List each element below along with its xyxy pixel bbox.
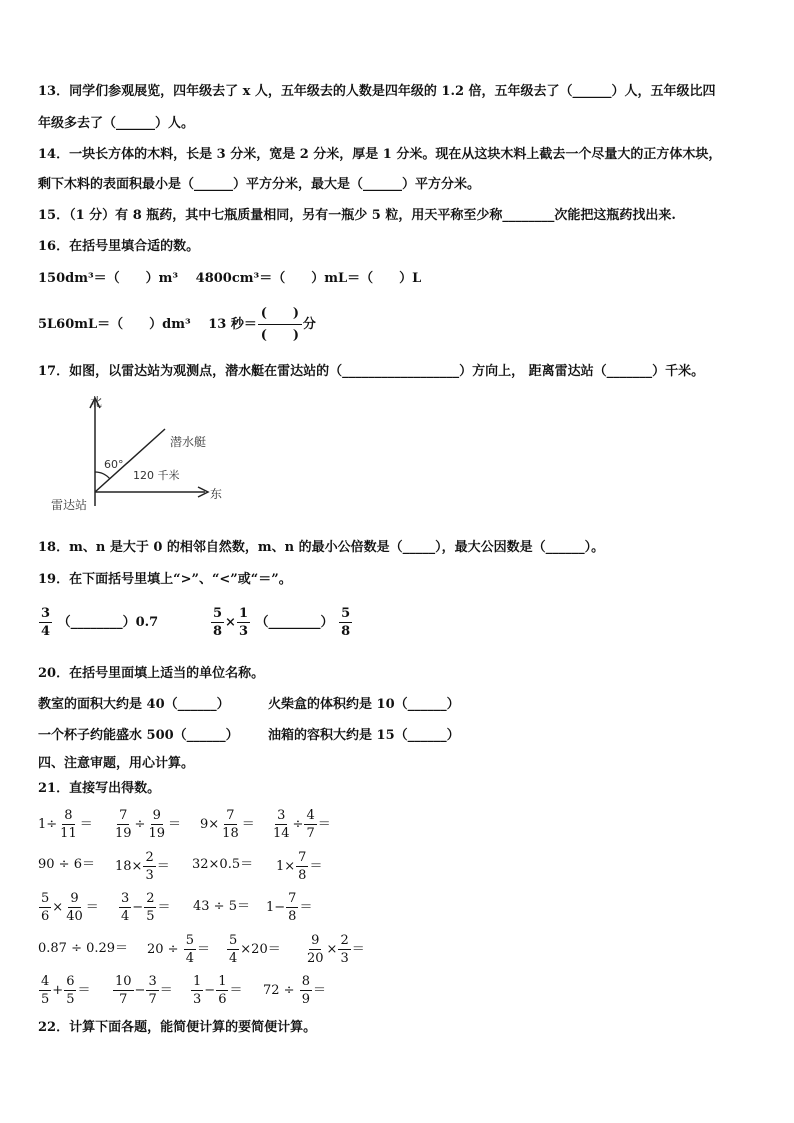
fraction-numerator: 5 <box>41 891 50 906</box>
fraction-numerator: 7 <box>288 891 297 906</box>
q22-title: 22．计算下面各题，能简便计算的要简便计算。 <box>38 1020 317 1035</box>
fraction <box>64 891 85 924</box>
q21-r2-e1: 90 ÷ 6＝ <box>38 857 95 872</box>
fraction-denominator: 5 <box>146 909 155 924</box>
fraction-numerator: 7 <box>119 808 128 823</box>
fraction-denominator: 7 <box>119 992 128 1007</box>
fraction <box>304 808 316 841</box>
fraction-numerator: 5 <box>213 606 223 621</box>
fraction-numerator: 3 <box>121 891 130 906</box>
equals-sign: ＝ <box>168 817 182 832</box>
equals-sign: ＝ <box>79 817 93 832</box>
times-sign: × <box>225 615 236 630</box>
q16-row2-unit: 分 <box>302 317 316 332</box>
operator: − <box>132 900 144 915</box>
q21-r3-e4 <box>266 891 312 924</box>
fraction-numerator: 9 <box>70 891 79 906</box>
fraction-numerator: 2 <box>340 933 349 948</box>
q20-title: 20．在括号里面填上适当的单位名称。 <box>38 666 265 681</box>
fraction-numerator: 3 <box>41 606 51 621</box>
fraction <box>237 606 250 639</box>
equals-sign: ＝ <box>312 983 326 998</box>
equals-sign: ＝ <box>317 817 331 832</box>
fraction-numerator: 4 <box>41 974 50 989</box>
submarine-label: 潜水艇 <box>170 435 207 449</box>
q19-compare-b <box>210 606 353 639</box>
fraction <box>146 808 167 841</box>
operator: + <box>52 983 64 998</box>
equals-sign: ＝ <box>156 859 170 874</box>
fraction-numerator: 3 <box>277 808 286 823</box>
north-label: 北 <box>90 395 103 409</box>
fraction-numerator: 1 <box>218 974 227 989</box>
fraction-denominator: 18 <box>222 826 239 841</box>
fraction-denominator: 3 <box>340 951 349 966</box>
fraction-denominator: 19 <box>148 826 165 841</box>
fraction-denominator: 3 <box>145 868 154 883</box>
expr-text: 1− <box>266 900 286 915</box>
radar-station-label: 雷达站 <box>51 498 88 512</box>
fraction-denominator: 4 <box>185 951 194 966</box>
q15-line1: 15．（1 分）有 8 瓶药，其中七瓶质量相同，另有一瓶少 5 粒，用天平称至少称________次能把这瓶药找出来. <box>38 208 676 223</box>
fraction-denominator: 8 <box>288 909 297 924</box>
equals-sign: ＝ <box>77 983 91 998</box>
equals-sign: ＝ <box>351 942 365 957</box>
fraction-denominator: 4 <box>41 624 51 639</box>
q21-r1-e4 <box>270 808 331 841</box>
fraction <box>39 891 51 924</box>
equals-sign: ＝ <box>196 942 210 957</box>
fraction-denominator: 6 <box>218 992 227 1007</box>
fraction-numerator: 1 <box>193 974 202 989</box>
q21-r3-e2 <box>118 891 170 924</box>
q17-direction-diagram <box>40 388 240 527</box>
fraction <box>338 933 350 966</box>
q21-r5-e4 <box>263 974 326 1007</box>
fraction <box>305 933 326 966</box>
q21-r2-e3: 32×0.5＝ <box>192 857 254 872</box>
q20-item-a: 教室的面积大约是 40（______） <box>38 697 230 712</box>
q21-r3-e1 <box>38 891 99 924</box>
expr-text: 72 ÷ <box>263 983 299 998</box>
q21-r5-e3 <box>190 974 242 1007</box>
fraction-denominator: 40 <box>66 909 83 924</box>
q16-row2-text: 5L60mL＝（ ）dm³ 13 秒＝ <box>38 317 257 332</box>
equals-sign: ＝ <box>159 983 173 998</box>
q13-line2: 年级多去了（______）人。 <box>38 116 195 131</box>
q21-r2-e4 <box>276 850 322 883</box>
q19-title: 19．在下面括号里填上“>”、“<”或“＝”。 <box>38 572 292 587</box>
q21-r5-e1 <box>38 974 90 1007</box>
q21-r4-e2 <box>147 933 210 966</box>
q21-r2-e2 <box>115 850 170 883</box>
expr-text: 1÷ <box>38 817 58 832</box>
fraction <box>211 606 224 639</box>
q16-title: 16．在括号里填合适的数。 <box>38 239 200 254</box>
fraction <box>58 808 79 841</box>
fraction-numerator: 5 <box>185 933 194 948</box>
fraction <box>339 606 352 639</box>
fraction-denominator: ( ) <box>260 328 300 343</box>
q13-line1: 13．同学们参观展览，四年级去了 x 人，五年级去的人数是四年级的 1.2 倍，五年级去了（______）人，五年级比四 <box>38 84 716 99</box>
fraction <box>271 808 292 841</box>
q18-text: 18．m、n 是大于 0 的相邻自然数，m、n 的最小公倍数是（_____），最大公因数是（______）。 <box>38 540 605 555</box>
angle-arc <box>95 472 110 479</box>
section-4-heading: 四、注意审题，用心计算。 <box>38 756 195 771</box>
equals-sign: ＝ <box>309 859 323 874</box>
fraction-denominator: 7 <box>306 826 315 841</box>
q21-r5-e2 <box>112 974 173 1007</box>
fraction <box>296 850 308 883</box>
fraction <box>286 891 298 924</box>
fraction-numerator: 6 <box>66 974 75 989</box>
fraction-denominator: 8 <box>298 868 307 883</box>
q21-r4-e1: 0.87 ÷ 0.29＝ <box>38 941 129 956</box>
fraction-denominator: 9 <box>301 992 310 1007</box>
fraction-denominator: 11 <box>60 826 77 841</box>
q14-line1: 14．一块长方体的木料，长是 3 分米，宽是 2 分米，厚是 1 分米。现在从这块木料上截去一个尽量大的正方体木块， <box>38 147 722 162</box>
equals-sign: ＝ <box>157 900 171 915</box>
fraction-denominator: 5 <box>41 992 50 1007</box>
fraction <box>119 891 131 924</box>
fraction-numerator: 5 <box>341 606 351 621</box>
fraction-numerator: 8 <box>301 974 310 989</box>
fraction <box>144 891 156 924</box>
q19-blank-b: （________） <box>255 615 334 630</box>
expr-text: 1× <box>276 859 296 874</box>
fraction-numerator: 1 <box>238 606 248 621</box>
q21-r3-e3: 43 ÷ 5＝ <box>193 899 250 914</box>
equals-sign: ＝ <box>299 900 313 915</box>
q20-item-c: 一个杯子约能盛水 500（______） <box>38 728 239 743</box>
fraction-numerator: 7 <box>226 808 235 823</box>
fraction-denominator: 4 <box>121 909 130 924</box>
fraction-numerator: 9 <box>311 933 320 948</box>
fraction <box>227 933 239 966</box>
fraction-numerator: 2 <box>145 850 154 865</box>
fraction <box>39 606 52 639</box>
fraction <box>64 974 76 1007</box>
expr-text: ×20＝ <box>240 942 281 957</box>
fraction-denominator: 5 <box>66 992 75 1007</box>
operator: − <box>134 983 146 998</box>
q19-compare-a <box>38 606 158 639</box>
q21-r1-e2 <box>112 808 181 841</box>
fraction <box>39 974 51 1007</box>
q17-text: 17．如图，以雷达站为观测点，潜水艇在雷达站的（__________________）方向上， 距离雷达站（_______）千米。 <box>38 364 705 379</box>
direction-diagram-svg <box>40 388 240 523</box>
fraction-denominator: 8 <box>341 624 351 639</box>
equals-sign: ＝ <box>229 983 243 998</box>
operator: ÷ <box>292 817 304 832</box>
fraction-numerator: 2 <box>146 891 155 906</box>
expr-text: 18× <box>115 859 143 874</box>
fraction-numerator: 5 <box>229 933 238 948</box>
q16-row1: 150dm³＝（ ）m³ 4800cm³＝（ ）mL＝（ ）L <box>38 271 422 286</box>
expr-text: 9× <box>200 817 220 832</box>
q19-blank-a: （________）0.7 <box>57 615 159 630</box>
fraction <box>216 974 228 1007</box>
q21-r1-e1 <box>38 808 93 841</box>
fraction-numerator: ( ) <box>258 304 302 325</box>
fraction-numerator: 3 <box>148 974 157 989</box>
fraction <box>146 974 158 1007</box>
fraction <box>191 974 203 1007</box>
q20-item-d: 油箱的容积大约是 15（______） <box>268 728 460 743</box>
fraction <box>113 974 134 1007</box>
fraction-denominator: 7 <box>148 992 157 1007</box>
fraction-denominator: 14 <box>273 826 290 841</box>
fraction-numerator: 7 <box>298 850 307 865</box>
fraction <box>113 808 134 841</box>
q16-paren-fraction <box>258 304 302 345</box>
q21-r4-e4 <box>304 933 365 966</box>
fraction-numerator: 9 <box>152 808 161 823</box>
fraction-numerator: 8 <box>64 808 73 823</box>
fraction-denominator: 19 <box>115 826 132 841</box>
expr-text: 20 ÷ <box>147 942 183 957</box>
operator: − <box>204 983 216 998</box>
q21-r1-e3 <box>200 808 255 841</box>
fraction-numerator: 10 <box>115 974 132 989</box>
equals-sign: ＝ <box>241 817 255 832</box>
distance-label: 120 千米 <box>133 469 180 482</box>
fraction-denominator: 20 <box>307 951 324 966</box>
fraction-denominator: 3 <box>238 624 248 639</box>
q21-r4-e3 <box>226 933 281 966</box>
operator: ÷ <box>134 817 146 832</box>
fraction <box>300 974 312 1007</box>
fraction <box>143 850 155 883</box>
fraction <box>220 808 241 841</box>
angle-label: 60° <box>104 458 124 471</box>
q16-row2 <box>38 302 316 348</box>
q14-line2: 剩下木料的表面积最小是（______）平方分米，最大是（______）平方分米。 <box>38 177 481 192</box>
east-label: 东 <box>210 487 223 501</box>
q20-item-b: 火柴盒的体积约是 10（______） <box>268 697 460 712</box>
fraction-denominator: 4 <box>229 951 238 966</box>
operator: × <box>326 942 338 957</box>
q21-title: 21．直接写出得数。 <box>38 781 161 796</box>
fraction-denominator: 8 <box>213 624 223 639</box>
fraction-denominator: 3 <box>193 992 202 1007</box>
operator: × <box>52 900 64 915</box>
equals-sign: ＝ <box>85 900 99 915</box>
fraction <box>184 933 196 966</box>
fraction-numerator: 4 <box>306 808 315 823</box>
fraction-denominator: 6 <box>41 909 50 924</box>
